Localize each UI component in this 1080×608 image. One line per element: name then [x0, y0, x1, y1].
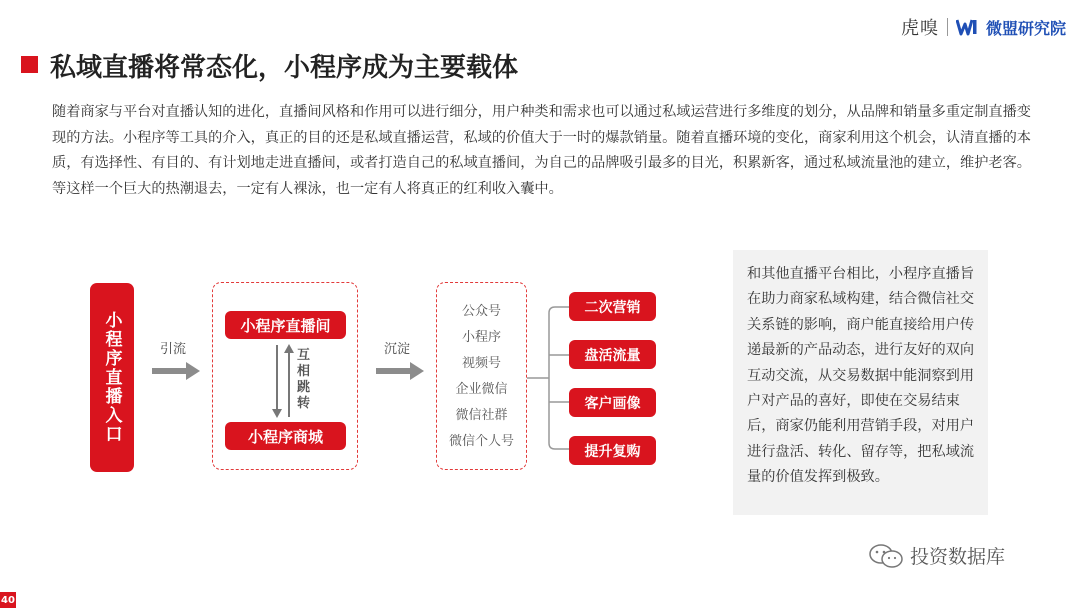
right-arrow-icon — [376, 362, 424, 380]
bidirectional-arrow-icon — [271, 343, 295, 419]
channel-item: 公众号 — [461, 304, 501, 319]
brand-divider — [947, 18, 948, 36]
live-entry-box: 小程序直播入口 — [90, 283, 134, 472]
watermark — [868, 542, 1005, 569]
weimob-research-name: 微盟研究院 — [985, 18, 1066, 38]
channel-item: 视频号 — [461, 356, 501, 371]
channel-item: 微信个人号 — [448, 434, 514, 449]
page-number: 40 — [0, 592, 16, 608]
channel-item: 企业微信 — [455, 382, 508, 397]
arrow-label-traffic: 引流 — [160, 342, 187, 357]
mall-box: 小程序商城 — [225, 422, 346, 450]
outcome-box: 二次营销 — [569, 292, 656, 321]
outcome-box: 提升复购 — [569, 436, 656, 465]
channel-list — [436, 282, 527, 470]
watermark-text: 投资数据库 — [910, 546, 1006, 568]
weimob-logo-icon — [956, 17, 978, 37]
header-brand — [901, 14, 1066, 40]
outcome-box: 客户画像 — [569, 388, 656, 417]
huxiu-logo-text: 虎嗅 — [900, 18, 939, 39]
page-title: 私域直播将常态化，小程序成为主要载体 — [50, 53, 519, 83]
intro-paragraph: 随着商家与平台对直播认知的进化，直播间风格和作用可以进行细分，用户种类和需求也可以通过私域运营进行多维度的划分，从品牌和销量多重定制直播变现的方法。小程序等工具的介入，真正的目的还是私域直播运营，私域的价值大于一时的爆款销量。随着直播环境的变化，商家利用这个机会，认清直播的本质，有选择性、有目的、有计划地走进直播间，或者打造自己的私域直播间，为自己的品牌吸引最多的目光，积累新客，通过私域流量池的建立，维护老客。等这样一个巨大的热潮退去，一定有人裸泳，也一定有人将真正的红利收入囊中。 — [52, 104, 1031, 197]
channel-item: 小程序 — [461, 330, 501, 345]
arrow-label-retain: 沉淀 — [384, 342, 411, 357]
channel-item: 微信社群 — [455, 408, 508, 423]
jump-label: 互相跳转 — [297, 348, 311, 411]
side-note: 和其他直播平台相比，小程序直播旨在助力商家私域构建，结合微信社交关系链的影响，商户能直接给用户传递最新的产品动态，进行友好的双向互动交流，从交易数据中能洞察到用户对产品的喜好，即使在交易结束后，商家仍能利用营销手段，对用户进行盘活、转化、留存等，把私域流量的价值发挥到极致。 — [733, 250, 988, 515]
wechat-icon — [868, 543, 904, 569]
outcome-box: 盘活流量 — [569, 340, 656, 369]
bracket-connector — [527, 300, 571, 460]
live-room-box: 小程序直播间 — [225, 311, 346, 339]
title-marker — [21, 56, 38, 73]
right-arrow-icon — [152, 362, 200, 380]
